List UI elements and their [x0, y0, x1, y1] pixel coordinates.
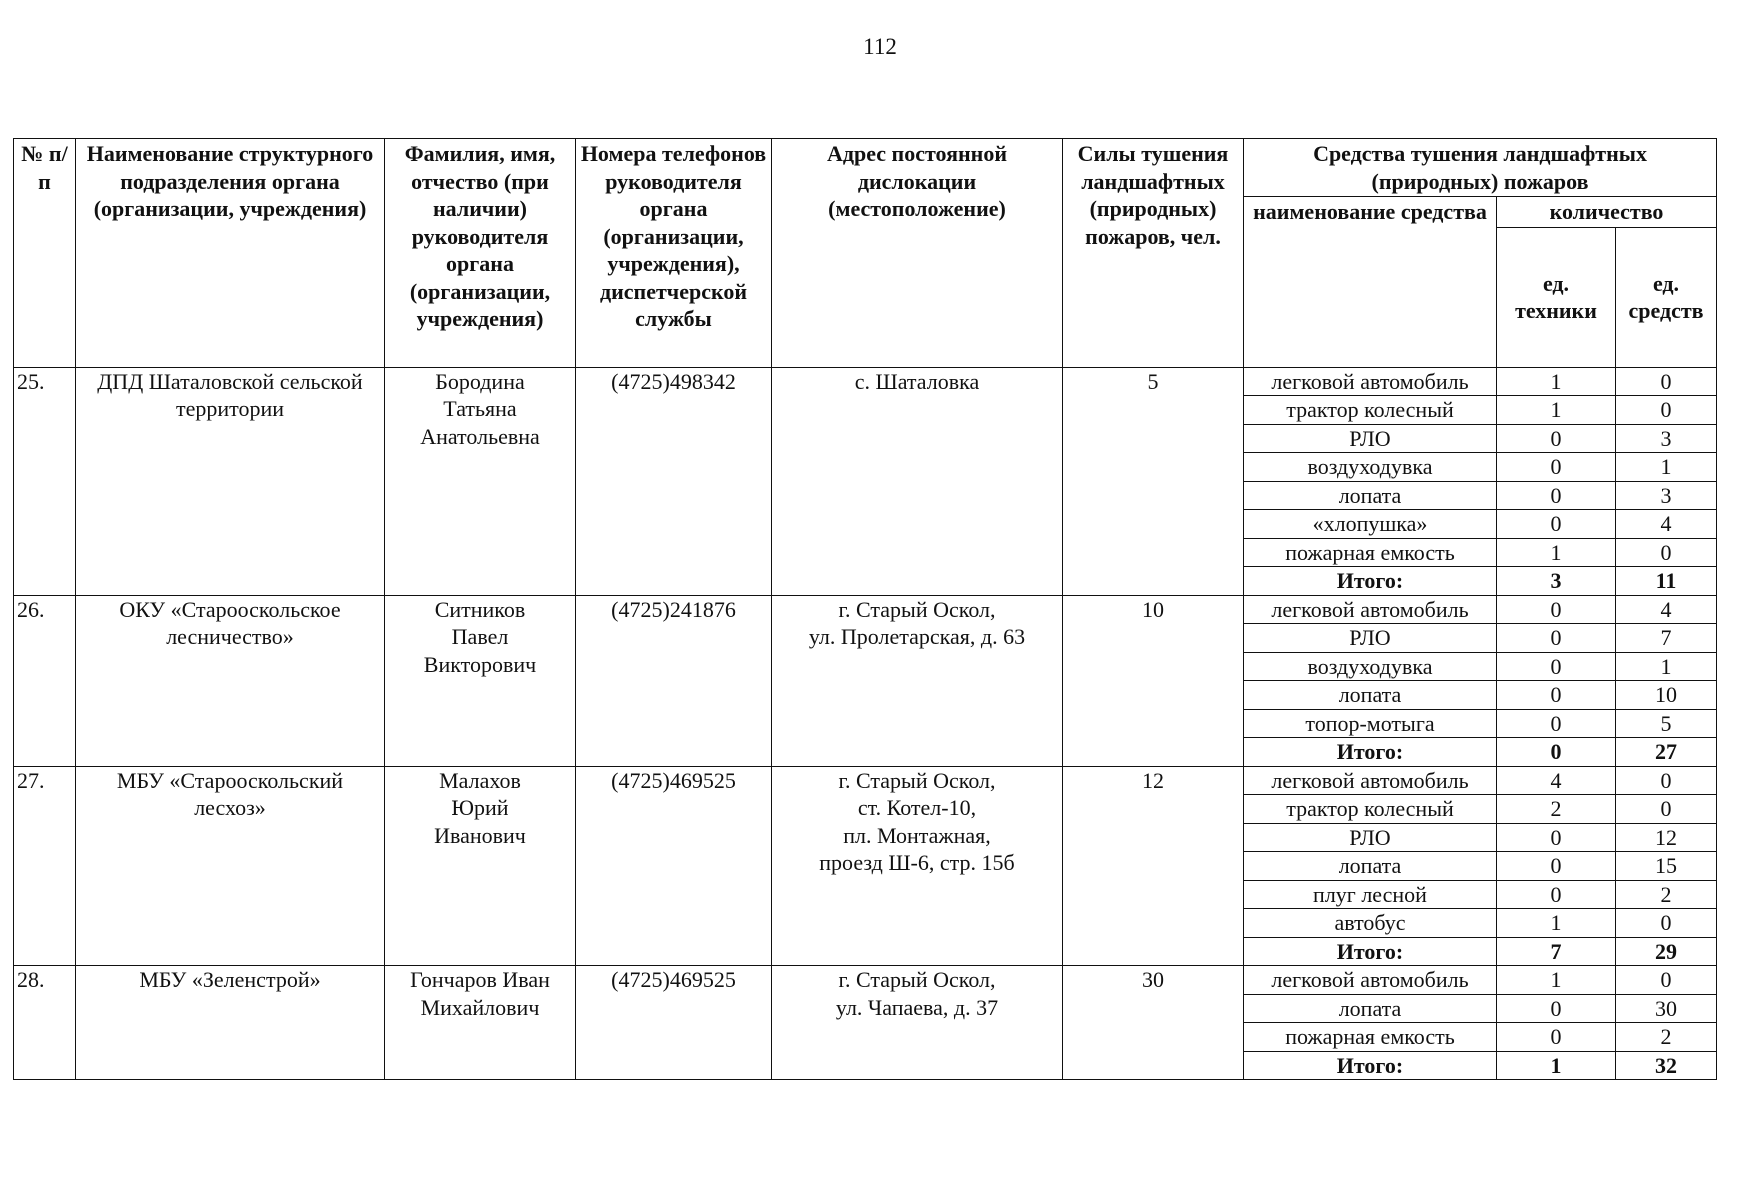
units-means-cell: 29: [1616, 937, 1717, 966]
header-means-group: Средства тушения ландшафтных (природных) пожаров: [1244, 139, 1717, 197]
entry-forces: 12: [1063, 766, 1244, 966]
entry-fio: Гончаров Иван Михайлович: [385, 966, 576, 1080]
means-name-cell: трактор колесный: [1244, 795, 1497, 824]
entry-number: 27.: [14, 766, 76, 966]
means-name-cell: «хлопушка»: [1244, 510, 1497, 539]
units-means-cell: 5: [1616, 709, 1717, 738]
entry-address: с. Шаталовка: [772, 367, 1063, 595]
units-means-cell: 0: [1616, 367, 1717, 396]
means-name-cell: Итого:: [1244, 738, 1497, 767]
entry-phone: (4725)469525: [576, 766, 772, 966]
header-phones: Номера телефонов руководителя органа (организации, учреждения), диспетчерской службы: [576, 139, 772, 368]
units-tech-cell: 0: [1497, 994, 1616, 1023]
table-row: [14, 367, 1717, 396]
entry-number: 28.: [14, 966, 76, 1080]
units-tech-cell: 0: [1497, 510, 1616, 539]
units-tech-cell: 0: [1497, 1023, 1616, 1052]
entry-name: ОКУ «Старооскольское лесничество»: [76, 595, 385, 766]
entry-forces: 30: [1063, 966, 1244, 1080]
header-forces: Силы тушения ландшафтных (природных) пожаров, чел.: [1063, 139, 1244, 368]
units-means-cell: 3: [1616, 481, 1717, 510]
units-means-cell: 7: [1616, 624, 1717, 653]
means-name-cell: легковой автомобиль: [1244, 966, 1497, 995]
entry-address: г. Старый Оскол, ул. Чапаева, д. 37: [772, 966, 1063, 1080]
means-name-cell: лопата: [1244, 852, 1497, 881]
entry-phone: (4725)469525: [576, 966, 772, 1080]
means-name-cell: Итого:: [1244, 1051, 1497, 1080]
units-means-cell: 11: [1616, 567, 1717, 596]
means-name-cell: легковой автомобиль: [1244, 367, 1497, 396]
means-name-cell: топор-мотыга: [1244, 709, 1497, 738]
entry-name: ДПД Шаталовской сельской территории: [76, 367, 385, 595]
units-means-cell: 0: [1616, 538, 1717, 567]
units-means-cell: 0: [1616, 795, 1717, 824]
header-num: № п/п: [14, 139, 76, 368]
units-means-cell: 1: [1616, 652, 1717, 681]
units-tech-cell: 2: [1497, 795, 1616, 824]
units-tech-cell: 0: [1497, 681, 1616, 710]
units-tech-cell: 0: [1497, 424, 1616, 453]
units-tech-cell: 4: [1497, 766, 1616, 795]
means-name-cell: Итого:: [1244, 937, 1497, 966]
means-name-cell: пожарная емкость: [1244, 1023, 1497, 1052]
means-name-cell: воздуходувка: [1244, 652, 1497, 681]
units-tech-cell: 0: [1497, 709, 1616, 738]
entry-name: МБУ «Зеленстрой»: [76, 966, 385, 1080]
entry-name: МБУ «Старооскольский лесхоз»: [76, 766, 385, 966]
units-tech-cell: 1: [1497, 367, 1616, 396]
units-means-cell: 4: [1616, 595, 1717, 624]
header-name: Наименование структурного подразделения органа (организации, учреждения): [76, 139, 385, 368]
units-means-cell: 0: [1616, 909, 1717, 938]
units-tech-cell: 0: [1497, 652, 1616, 681]
units-means-cell: 32: [1616, 1051, 1717, 1080]
table-row: [14, 966, 1717, 995]
units-tech-cell: 0: [1497, 624, 1616, 653]
units-tech-cell: 0: [1497, 481, 1616, 510]
units-tech-cell: 1: [1497, 538, 1616, 567]
means-name-cell: лопата: [1244, 994, 1497, 1023]
page-number: 112: [863, 34, 897, 59]
table-body: [14, 367, 1717, 1080]
header-means-name: наименование средства: [1244, 197, 1497, 368]
means-name-cell: плуг лесной: [1244, 880, 1497, 909]
units-tech-cell: 0: [1497, 823, 1616, 852]
table-header: [14, 139, 1717, 368]
units-tech-cell: 0: [1497, 595, 1616, 624]
means-name-cell: автобус: [1244, 909, 1497, 938]
entry-fio: Ситников Павел Викторович: [385, 595, 576, 766]
units-means-cell: 0: [1616, 766, 1717, 795]
units-means-cell: 3: [1616, 424, 1717, 453]
means-name-cell: РЛО: [1244, 424, 1497, 453]
table-row: [14, 766, 1717, 795]
means-name-cell: легковой автомобиль: [1244, 595, 1497, 624]
units-means-cell: 27: [1616, 738, 1717, 767]
units-tech-cell: 1: [1497, 1051, 1616, 1080]
means-name-cell: легковой автомобиль: [1244, 766, 1497, 795]
units-means-cell: 15: [1616, 852, 1717, 881]
entry-number: 26.: [14, 595, 76, 766]
units-means-cell: 1: [1616, 453, 1717, 482]
units-means-cell: 2: [1616, 1023, 1717, 1052]
entry-fio: Бородина Татьяна Анатольевна: [385, 367, 576, 595]
entry-forces: 5: [1063, 367, 1244, 595]
units-tech-cell: 0: [1497, 453, 1616, 482]
units-means-cell: 12: [1616, 823, 1717, 852]
entry-phone: (4725)241876: [576, 595, 772, 766]
units-tech-cell: 1: [1497, 396, 1616, 425]
means-name-cell: пожарная емкость: [1244, 538, 1497, 567]
means-name-cell: трактор колесный: [1244, 396, 1497, 425]
units-means-cell: 0: [1616, 966, 1717, 995]
units-tech-cell: 0: [1497, 738, 1616, 767]
units-tech-cell: 7: [1497, 937, 1616, 966]
units-tech-cell: 3: [1497, 567, 1616, 596]
table-row: [14, 595, 1717, 624]
units-means-cell: 30: [1616, 994, 1717, 1023]
entry-fio: Малахов Юрий Иванович: [385, 766, 576, 966]
means-name-cell: лопата: [1244, 681, 1497, 710]
units-means-cell: 2: [1616, 880, 1717, 909]
units-tech-cell: 0: [1497, 880, 1616, 909]
header-units-means: ед. средств: [1616, 227, 1717, 367]
units-tech-cell: 1: [1497, 966, 1616, 995]
header-quantity: количество: [1497, 197, 1717, 228]
entry-phone: (4725)498342: [576, 367, 772, 595]
header-units-tech: ед. техники: [1497, 227, 1616, 367]
means-name-cell: РЛО: [1244, 823, 1497, 852]
means-name-cell: Итого:: [1244, 567, 1497, 596]
means-name-cell: воздуходувка: [1244, 453, 1497, 482]
units-tech-cell: 1: [1497, 909, 1616, 938]
header-fio: Фамилия, имя, отчество (при наличии) руководителя органа (организации, учреждения): [385, 139, 576, 368]
fire-resources-table: [13, 138, 1717, 1080]
header-address: Адрес постоянной дислокации (местоположение): [772, 139, 1063, 368]
means-name-cell: РЛО: [1244, 624, 1497, 653]
means-name-cell: лопата: [1244, 481, 1497, 510]
units-means-cell: 4: [1616, 510, 1717, 539]
units-means-cell: 0: [1616, 396, 1717, 425]
entry-forces: 10: [1063, 595, 1244, 766]
units-means-cell: 10: [1616, 681, 1717, 710]
entry-number: 25.: [14, 367, 76, 595]
entry-address: г. Старый Оскол, ул. Пролетарская, д. 63: [772, 595, 1063, 766]
units-tech-cell: 0: [1497, 852, 1616, 881]
entry-address: г. Старый Оскол, ст. Котел-10, пл. Монтажная, проезд Ш-6, стр. 15б: [772, 766, 1063, 966]
